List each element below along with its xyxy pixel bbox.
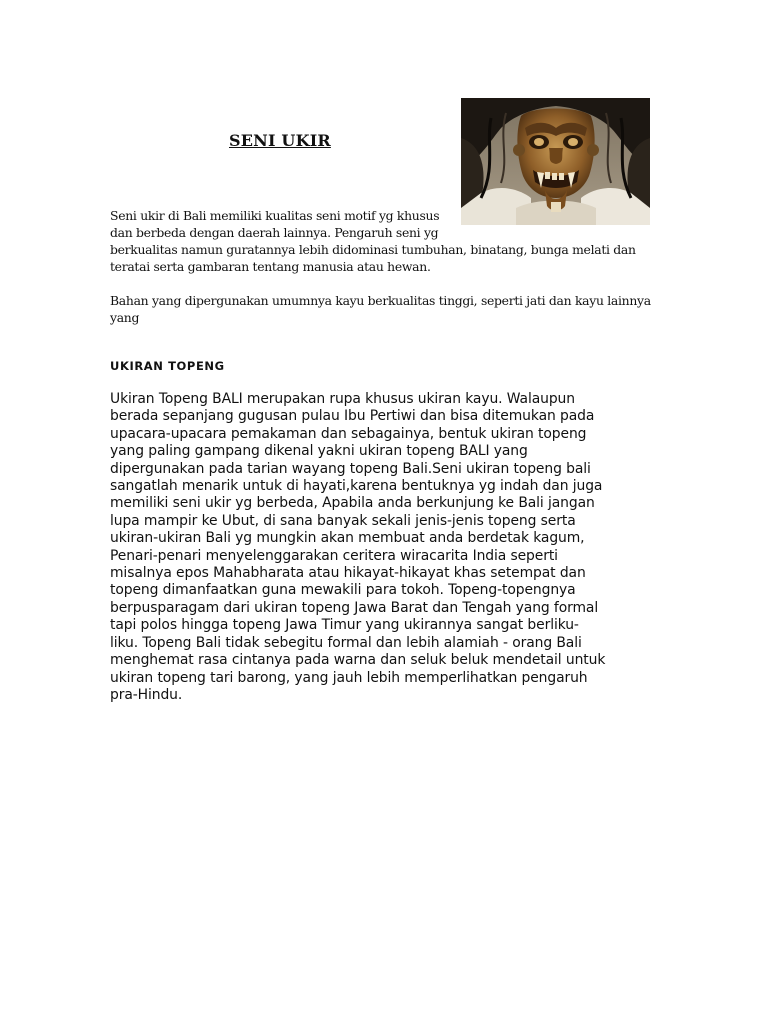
body-line: tapi polos hingga topeng Jawa Timur yang ukirannya sangat berliku- xyxy=(110,617,579,634)
body-line: memiliki seni ukir yg berbeda, Apabila anda berkunjung ke Bali jangan xyxy=(110,495,595,512)
body-line: upacara-upacara pemakaman dan sebagainya, bentuk ukiran topeng xyxy=(110,425,587,442)
body-line: sangatlah menarik untuk di hayati,karena bentuknya yg indah dan juga xyxy=(110,478,603,495)
body-line: Penari-penari menyelenggarakan ceritera wiracarita India seperti xyxy=(110,547,558,564)
material-line: yang xyxy=(110,310,140,325)
body-line: liku. Topeng Bali tidak sebegitu formal dan lebih alamiah - orang Bali xyxy=(110,634,582,651)
body-line: berada sepanjang gugusan pulau Ibu Pertiwi dan bisa ditemukan pada xyxy=(110,408,595,425)
barong-mask-image xyxy=(461,98,650,225)
body-line: ukiran-ukiran Bali yg mungkin akan membuat anda berdetak kagum, xyxy=(110,530,585,547)
intro-line: berkualitas namun guratannya lebih didominasi tumbuhan, binatang, bunga melati dan xyxy=(110,242,636,257)
body-line: berpusparagam dari ukiran topeng Jawa Barat dan Tengah yang formal xyxy=(110,599,599,616)
body-line: ukiran topeng tari barong, yang jauh lebih memperlihatkan pengaruh xyxy=(110,669,588,686)
body-line: topeng dimanfaatkan guna mewakili para tokoh. Topeng-topengnya xyxy=(110,582,576,599)
body-line: misalnya epos Mahabharata atau hikayat-hikayat khas setempat dan xyxy=(110,565,586,582)
body-line: menghemat rasa cintanya pada warna dan seluk beluk mendetail untuk xyxy=(110,652,606,669)
body-line: yang paling gampang dikenal yakni ukiran topeng BALI yang xyxy=(110,443,528,460)
intro-line: teratai serta gambaran tentang manusia atau hewan. xyxy=(110,259,431,274)
intro-paragraphs xyxy=(110,207,658,326)
material-line: Bahan yang dipergunakan umumnya kayu berkualitas tinggi, seperti jati dan kayu lainnya xyxy=(110,293,651,308)
body-line: Ukiran Topeng BALI merupakan rupa khusus ukiran kayu. Walaupun xyxy=(110,391,575,407)
intro-line: Seni ukir di Bali memiliki kualitas seni motif yg khusus xyxy=(110,208,440,223)
body-line: lupa mampir ke Ubut, di sana banyak sekali jenis-jenis topeng serta xyxy=(110,512,576,529)
section-heading: UKIRAN TOPENG xyxy=(110,359,225,373)
intro-line: dan berbeda dengan daerah lainnya. Pengaruh seni yg xyxy=(110,225,439,240)
ukiran-topeng-paragraph xyxy=(110,391,670,704)
body-line: pra-Hindu. xyxy=(110,686,183,703)
body-line: dipergunakan pada tarian wayang topeng Bali.Seni ukiran topeng bali xyxy=(110,460,591,477)
document-title: SENI UKIR xyxy=(229,131,331,150)
